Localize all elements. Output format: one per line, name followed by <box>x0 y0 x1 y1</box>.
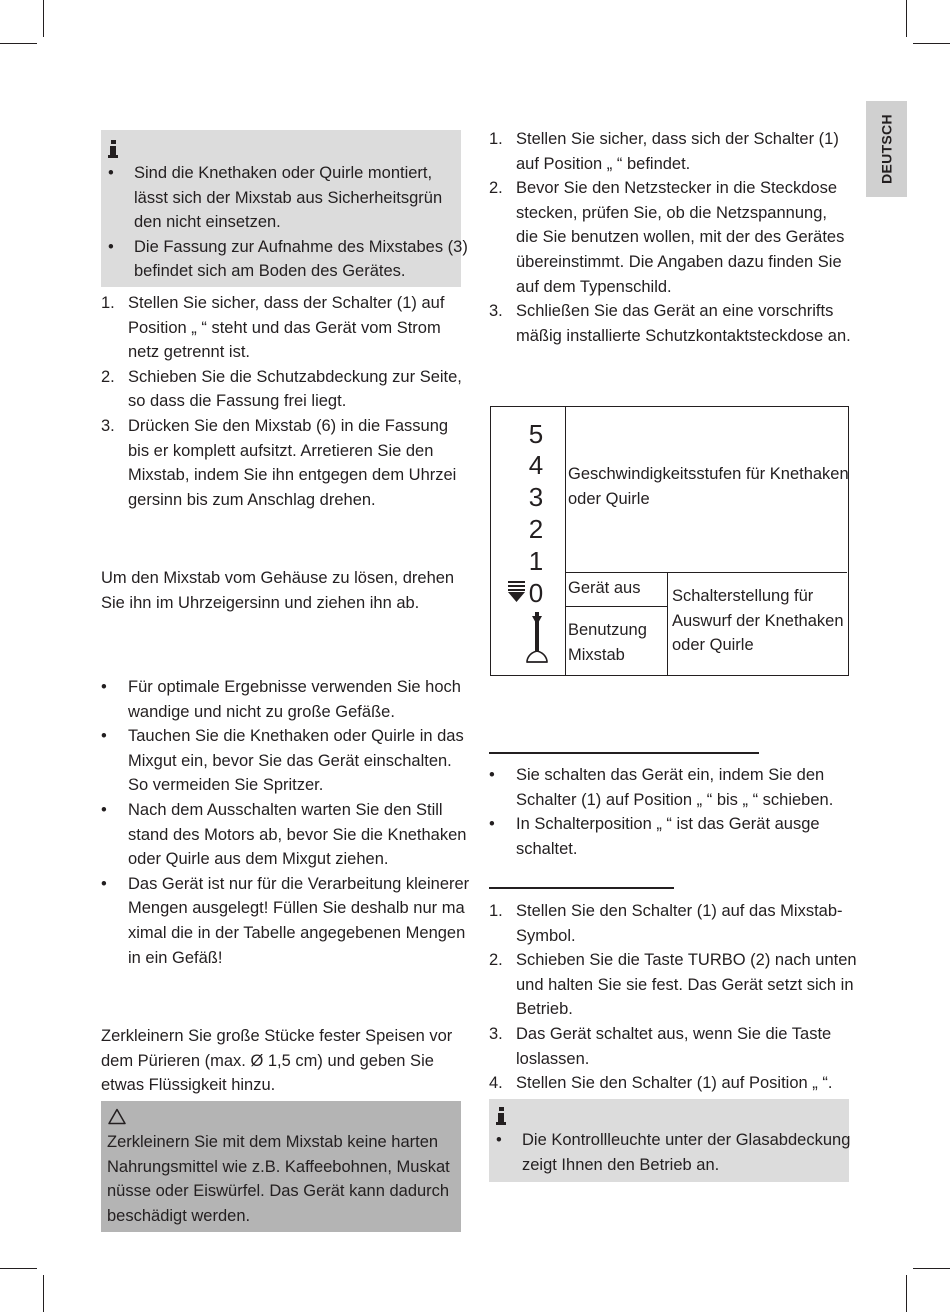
crop-mark <box>913 1268 950 1269</box>
step-number: 2. <box>489 951 503 970</box>
speed-level-5: 5 <box>528 419 544 449</box>
language-tab-label: DEUTSCH <box>878 114 895 184</box>
tip-line: oder Quirle aus dem Mixgut ziehen. <box>128 850 389 869</box>
tip-line: wandige und nicht zu große Gefäße. <box>128 702 395 721</box>
tip-line: Mixgut ein, bevor Sie das Gerät einschalten. <box>128 751 452 770</box>
crop-mark <box>906 0 907 37</box>
paragraph-line: etwas Flüssigkeit hinzu. <box>101 1076 276 1095</box>
cell-line: Gerät aus <box>568 579 641 597</box>
tip-line: in ein Gefäß! <box>128 948 223 967</box>
table-divider <box>667 572 668 675</box>
step-line: mäßig installierte Schutzkontaktsteckdose an. <box>516 326 851 345</box>
step-line: auf Position „ “ befindet. <box>516 154 691 173</box>
step-line: netz getrennt ist. <box>128 343 250 362</box>
table-divider <box>565 407 566 675</box>
insert-steps-list <box>101 291 462 512</box>
tip-line: So vermeiden Sie Spritzer. <box>128 776 324 795</box>
warning-line: beschädigt werden. <box>107 1206 251 1225</box>
step-line: so dass die Fassung frei liegt. <box>128 392 347 411</box>
warning-triangle-icon <box>108 1108 126 1125</box>
crop-mark <box>913 43 950 44</box>
operation-list <box>489 763 833 861</box>
step-number: 2. <box>101 367 115 386</box>
cell-line: oder Quirle <box>672 636 754 655</box>
speed-level-2: 2 <box>528 514 544 544</box>
note-line: zeigt Ihnen den Betrieb an. <box>522 1155 720 1174</box>
step-line: gersinn bis zum Anschlag drehen. <box>128 490 376 509</box>
tip-line: ximal die in der Tabelle angegebenen Mengen <box>128 923 466 942</box>
operation-line: Sie schalten das Gerät ein, indem Sie den <box>516 766 825 784</box>
list-item <box>101 291 462 365</box>
step-line: Schieben Sie die Schutzabdeckung zur Seite, <box>128 367 462 386</box>
step-line: Betrieb. <box>516 1000 573 1019</box>
cell-line: Auswurf der Knethaken <box>672 611 844 630</box>
eject-cell <box>672 584 844 658</box>
step-line: Schieben Sie die Taste TURBO (2) nach unten <box>516 951 857 970</box>
cell-line: Benutzung <box>568 621 647 639</box>
step-line: Schließen Sie das Gerät an eine vorschrifts <box>516 302 834 321</box>
list-item <box>489 299 851 348</box>
list-item <box>101 414 462 512</box>
tip-line: Nach dem Ausschalten warten Sie den Still <box>128 800 443 819</box>
list-item <box>489 1071 857 1096</box>
speed-level-1: 1 <box>528 546 544 576</box>
list-item <box>101 798 469 872</box>
warning-text <box>107 1130 450 1228</box>
paragraph-line: Sie ihn im Uhrzeigersinn und ziehen ihn ab. <box>101 593 420 612</box>
tip-line: Mengen ausgelegt! Füllen Sie deshalb nur ma <box>128 899 465 918</box>
cell-line: Schalterstellung für <box>672 587 814 605</box>
bullet-marker: • <box>101 678 107 696</box>
operation-line: schaltet. <box>516 839 578 858</box>
speeds-description <box>568 462 849 511</box>
step-line: stecken, prüfen Sie, ob die Netzspannung, <box>516 203 827 222</box>
list-item <box>496 1128 850 1177</box>
step-number: 3. <box>101 416 115 435</box>
step-number: 3. <box>489 302 503 321</box>
step-number: 1. <box>489 902 503 920</box>
tips-list <box>101 675 469 970</box>
note-line: den nicht einsetzen. <box>134 213 281 232</box>
note-line: lässt sich der Mixstab aus Sicherheitsgrün <box>134 188 443 207</box>
crop-mark <box>906 1275 907 1312</box>
bullet-marker: • <box>101 874 107 893</box>
mixstab-icon <box>524 612 550 666</box>
bullet-marker: • <box>101 800 107 819</box>
step-line: Stellen Sie den Schalter (1) auf Position „ “. <box>516 1074 833 1093</box>
crop-mark <box>43 0 44 37</box>
bullet-marker: • <box>101 727 107 746</box>
paragraph-line: Zerkleinern Sie große Stücke fester Speisen vor <box>101 1027 453 1045</box>
warning-line: Nahrungsmittel wie z.B. Kaffeebohnen, Muskat <box>107 1157 450 1176</box>
heading-rule <box>489 752 759 754</box>
list-item <box>489 899 857 948</box>
list-item <box>101 872 469 970</box>
list-item <box>101 724 469 798</box>
note-line: Die Kontrollleuchte unter der Glasabdeckung <box>522 1131 851 1149</box>
list-item <box>108 161 468 235</box>
table-divider <box>565 606 667 607</box>
info-icon <box>496 1107 506 1127</box>
step-line: übereinstimmt. Die Angaben dazu finden Sie <box>516 252 842 271</box>
step-line: loslassen. <box>516 1049 590 1068</box>
bullet-marker: • <box>496 1131 502 1149</box>
step-line: und halten Sie sie fest. Das Gerät setzt sich in <box>516 975 854 994</box>
list-item <box>489 812 833 861</box>
operation-line: In Schalterposition „ “ ist das Gerät ausge <box>516 815 820 834</box>
bullet-marker: • <box>489 766 495 784</box>
info-note-list <box>496 1128 850 1177</box>
tip-line: Das Gerät ist nur für die Verarbeitung kleinerer <box>128 874 470 893</box>
info-note-list <box>108 161 468 284</box>
step-line: Stellen Sie den Schalter (1) auf das Mixstab- <box>516 902 843 920</box>
step-number: 2. <box>489 179 503 198</box>
step-line: Stellen Sie sicher, dass sich der Schalter (1) <box>516 130 839 148</box>
info-icon <box>108 140 118 160</box>
tip-line: Für optimale Ergebnisse verwenden Sie hoch <box>128 678 461 696</box>
step-number: 1. <box>101 294 115 312</box>
step-line: auf dem Typenschild. <box>516 277 672 296</box>
list-item <box>489 763 833 812</box>
paragraph-line: dem Pürieren (max. Ø 1,5 cm) und geben Sie <box>101 1051 434 1070</box>
step-line: Position „ “ steht und das Gerät vom Strom <box>128 318 441 337</box>
list-item <box>489 176 851 299</box>
cell-line: Mixstab <box>568 645 625 664</box>
step-line: Mixstab, indem Sie ihn entgegen dem Uhrzei <box>128 466 457 485</box>
cell-line: oder Quirle <box>568 489 650 508</box>
crop-mark <box>0 43 37 44</box>
heading-rule <box>489 887 674 889</box>
mixstab-steps-list <box>489 899 857 1096</box>
connect-steps-list <box>489 127 851 348</box>
list-item <box>489 1022 857 1071</box>
step-line: Bevor Sie den Netzstecker in die Steckdose <box>516 179 838 198</box>
note-line: befindet sich am Boden des Gerätes. <box>134 262 406 281</box>
step-line: Symbol. <box>516 926 576 945</box>
step-number: 1. <box>489 130 503 148</box>
bullet-marker: • <box>108 164 114 182</box>
note-line: Sind die Knethaken oder Quirle montiert, <box>134 164 433 182</box>
list-item <box>108 235 468 284</box>
step-line: bis er komplett aufsitzt. Arretieren Sie den <box>128 441 434 460</box>
speed-level-4: 4 <box>528 450 544 480</box>
step-number: 4. <box>489 1074 503 1093</box>
operation-line: Schalter (1) auf Position „ “ bis „ “ schieben. <box>516 790 834 809</box>
step-line: die Sie benutzen wollen, mit der des Gerätes <box>516 228 845 247</box>
language-tab <box>866 101 907 197</box>
table-divider <box>565 572 847 573</box>
speed-level-3: 3 <box>528 482 544 512</box>
step-number: 3. <box>489 1024 503 1043</box>
step-line: Stellen Sie sicher, dass der Schalter (1) auf <box>128 294 445 312</box>
list-item <box>489 948 857 1022</box>
tip-line: Tauchen Sie die Knethaken oder Quirle in das <box>128 727 464 746</box>
warning-line: Zerkleinern Sie mit dem Mixstab keine harten <box>107 1133 439 1151</box>
list-item <box>101 365 462 414</box>
step-line: Das Gerät schaltet aus, wenn Sie die Taste <box>516 1024 832 1043</box>
warning-line: nüsse oder Eiswürfel. Das Gerät kann dadurch <box>107 1182 450 1201</box>
puree-paragraph <box>101 1024 452 1098</box>
off-cell <box>568 576 640 601</box>
cell-line: Geschwindigkeitsstufen für Knethaken <box>568 465 849 483</box>
crop-mark <box>0 1268 37 1269</box>
remove-paragraph <box>101 566 454 615</box>
step-line: Drücken Sie den Mixstab (6) in die Fassung <box>128 416 449 435</box>
bullet-marker: • <box>108 237 114 256</box>
list-item <box>489 127 851 176</box>
switch-position-0: 0 <box>528 578 544 608</box>
crop-mark <box>43 1275 44 1312</box>
paragraph-line: Um den Mixstab vom Gehäuse zu lösen, drehen <box>101 569 455 587</box>
tip-line: stand des Motors ab, bevor Sie die Knethaken <box>128 825 467 844</box>
mixstab-cell <box>568 618 647 667</box>
list-item <box>101 675 469 724</box>
bullet-marker: • <box>489 815 495 834</box>
note-line: Die Fassung zur Aufnahme des Mixstabes (3) <box>134 237 468 256</box>
